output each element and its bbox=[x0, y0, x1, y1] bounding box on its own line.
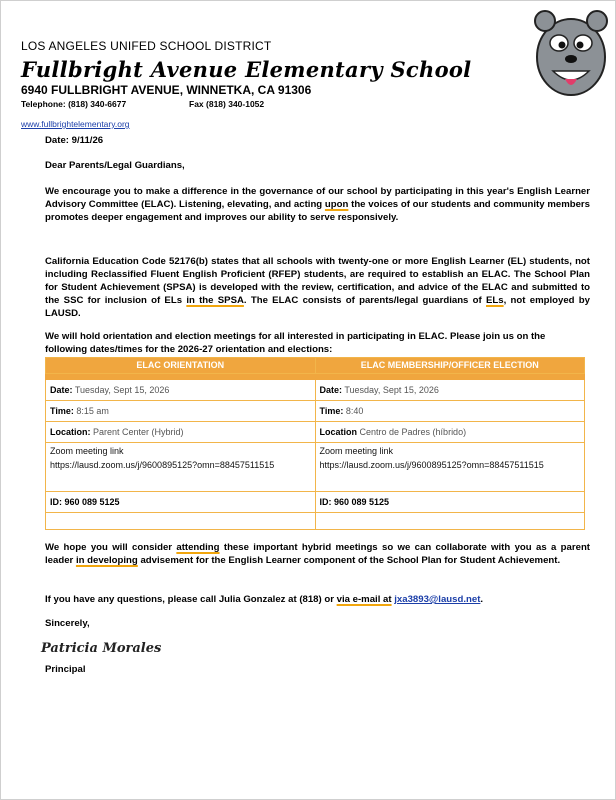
signer-title: Principal bbox=[45, 664, 86, 675]
school-name: Fullbright Avenue Elementary School bbox=[21, 57, 472, 82]
empty-cell bbox=[46, 513, 316, 530]
orientation-header: ELAC ORIENTATION bbox=[46, 358, 316, 374]
paragraph-2: California Education Code 52176(b) states that all schools with twenty-one or more English Learner (EL) students, not including Reclassified Fluent English Proficient (RFEP) students, are required to establish an ELAC. The School Plan for Student Achievement (SPSA) is developed with the review, certification, and advice of the ELAC and submitted to the SSC for inclusion of ELs in the SPSA. The ELAC consists of parents/legal guardians of ELs, not employed by LAUSD. bbox=[45, 256, 590, 319]
paragraph-1: We encourage you to make a difference in the governance of our school by participating in this year's English Learner Advisory Committee (ELAC). Listening, elevating, and acting upon the voices of our students and community members promotes deeper engagement and improves our ability to serve responsively. bbox=[45, 186, 591, 223]
empty-cell bbox=[315, 513, 585, 530]
website-link[interactable]: www.fullbrightelementary.org bbox=[21, 119, 130, 129]
paragraph-3: We will hold orientation and election meetings for all interested in participating in ELAC. Please join us on the following dates/times for the 2026-27 orientation and elections: bbox=[45, 331, 546, 355]
letter-date: Date: 9/11/26 bbox=[45, 135, 104, 146]
election-id: ID: 960 089 5125 bbox=[315, 492, 585, 513]
district-name: LOS ANGELES UNIFED SCHOOL DISTRICT bbox=[21, 39, 272, 53]
signature: Patricia Morales bbox=[41, 641, 162, 656]
salutation: Dear Parents/Legal Guardians, bbox=[45, 160, 185, 171]
zoom-label: Zoom meeting link bbox=[50, 446, 124, 456]
paragraph-4: We hope you will consider attending these important hybrid meetings so we can collaborate with you as a parent leader in developing advisement for the English Learner component of the School Plan for Student Achievement. bbox=[45, 542, 590, 566]
fax: Fax (818) 340-1052 bbox=[189, 99, 265, 109]
orientation-id: ID: 960 089 5125 bbox=[46, 492, 316, 513]
election-location: Location Centro de Padres (híbrido) bbox=[315, 422, 585, 443]
orientation-zoom bbox=[46, 443, 316, 492]
election-date: Date: Tuesday, Sept 15, 2026 bbox=[315, 380, 585, 401]
zoom-link[interactable]: https://lausd.zoom.us/j/9600895125?omn=88457511515 bbox=[319, 460, 544, 470]
orientation-date: Date: Tuesday, Sept 15, 2026 bbox=[46, 380, 316, 401]
election-header: ELAC MEMBERSHIP/OFFICER ELECTION bbox=[315, 358, 585, 374]
zoom-label: Zoom meeting link bbox=[319, 446, 394, 456]
orientation-time: Time: 8:15 am bbox=[46, 401, 316, 422]
email-link[interactable]: jxa3893@lausd.net bbox=[394, 594, 481, 605]
closing: Sincerely, bbox=[45, 618, 90, 629]
paragraph-5: If you have any questions, please call Julia Gonzalez at (818) or via e-mail at jxa3893@lausd.net. bbox=[45, 594, 484, 605]
election-time: Time: 8:40 bbox=[315, 401, 585, 422]
school-address: 6940 FULLBRIGHT AVENUE, WINNETKA, CA 91306 bbox=[21, 83, 312, 97]
meeting-table bbox=[45, 357, 585, 530]
telephone: Telephone: (818) 340-6677 bbox=[21, 99, 127, 109]
panther-mascot-icon bbox=[529, 5, 613, 101]
election-zoom bbox=[315, 443, 585, 492]
zoom-link[interactable]: https://lausd.zoom.us/j/9600895125?omn=88457511515 bbox=[50, 460, 275, 470]
orientation-location: Location: Parent Center (Hybrid) bbox=[46, 422, 316, 443]
